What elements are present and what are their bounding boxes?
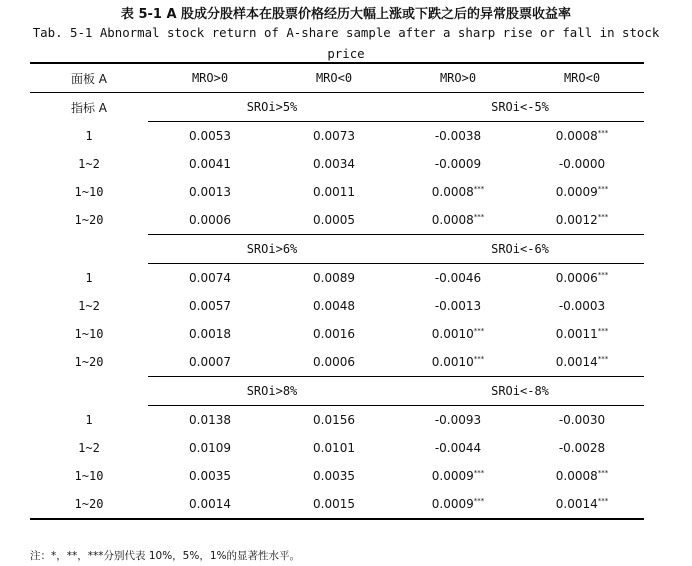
value-text: -0.0013 — [434, 299, 482, 313]
footnote: 注：*，**，***分别代表 10%，5%，1%的显著性水平。 — [30, 550, 300, 562]
value-cell — [148, 434, 272, 462]
period-cell: 1~20 — [74, 355, 104, 370]
value-text: 0.0006 — [313, 355, 355, 369]
period-cell: 1~10 — [74, 185, 104, 199]
section-label-fall: SROi<-8% — [396, 377, 644, 406]
value-cell — [520, 178, 644, 206]
value-text: 0.0057 — [189, 299, 231, 313]
table-row — [30, 490, 644, 519]
significance-mark: *** — [597, 129, 609, 137]
value-text: -0.0093 — [434, 413, 482, 427]
value-cell — [272, 462, 396, 490]
value-cell — [396, 320, 520, 348]
value-text: 0.0015 — [313, 497, 355, 511]
value-text: 0.0012 — [555, 213, 598, 227]
value-text: 0.0074 — [189, 271, 231, 285]
period-cell: 1~20 — [74, 213, 104, 228]
value-text: 0.0010 — [431, 327, 474, 341]
value-cell — [148, 320, 272, 348]
value-cell — [396, 264, 520, 293]
value-cell — [272, 348, 396, 377]
value-text: 0.0053 — [189, 129, 231, 143]
value-cell — [272, 206, 396, 235]
value-cell — [396, 150, 520, 178]
section-label-rise: SROi>8% — [148, 377, 396, 406]
col-header-2: MRO<0 — [272, 63, 396, 93]
value-text: -0.0028 — [558, 441, 606, 455]
value-text: 0.0016 — [313, 327, 355, 341]
period-cell: 1~20 — [30, 490, 148, 519]
significance-mark: *** — [473, 185, 485, 193]
significance-mark: *** — [597, 271, 609, 279]
table-title-english: Tab. 5-1 Abnormal stock return of A-share sample after a sharp rise or fall in stock price — [32, 25, 660, 61]
value-text: 0.0009 — [431, 469, 474, 483]
value-cell — [148, 462, 272, 490]
value-text: 0.0009 — [555, 185, 598, 199]
col-header-4: MRO<0 — [520, 63, 644, 93]
col-header-1: MRO>0 — [148, 63, 272, 93]
section-header-row — [30, 377, 644, 406]
value-text: 0.0013 — [189, 185, 231, 199]
value-text: 0.0011 — [313, 185, 355, 199]
period-cell: 1~2 — [78, 441, 100, 455]
value-text: 0.0006 — [555, 271, 598, 285]
value-text: 0.0014 — [189, 497, 231, 511]
table-row — [30, 320, 644, 348]
value-cell — [396, 490, 520, 519]
value-cell — [520, 434, 644, 462]
significance-mark: *** — [473, 497, 485, 505]
value-cell — [148, 178, 272, 206]
period-cell: 1 — [85, 412, 93, 427]
value-text: 0.0034 — [313, 157, 355, 171]
value-cell — [272, 178, 396, 206]
value-cell — [272, 434, 396, 462]
value-text: -0.0003 — [558, 299, 606, 313]
empty-cell — [30, 377, 148, 406]
value-cell — [272, 292, 396, 320]
value-cell — [272, 150, 396, 178]
value-text: 0.0089 — [313, 271, 355, 285]
panel-label: 面板 A — [30, 63, 148, 93]
value-cell — [520, 206, 644, 235]
value-text: 0.0109 — [189, 441, 231, 455]
value-text: -0.0046 — [434, 271, 482, 285]
value-cell — [148, 490, 272, 519]
table-row — [30, 206, 644, 235]
table-row — [30, 292, 644, 320]
value-cell — [272, 264, 396, 293]
section-label-fall: SROi<-5% — [396, 93, 644, 122]
value-cell — [148, 292, 272, 320]
value-text: 0.0014 — [555, 497, 598, 511]
table-row — [30, 264, 644, 293]
period-cell: 1~10 — [74, 327, 104, 341]
table-row — [30, 178, 644, 206]
significance-mark: *** — [597, 327, 609, 335]
value-cell — [148, 122, 272, 151]
value-cell — [520, 462, 644, 490]
value-text: 0.0005 — [313, 213, 355, 227]
table-row — [30, 462, 644, 490]
value-cell — [396, 292, 520, 320]
value-cell — [396, 206, 520, 235]
table-row — [30, 406, 644, 435]
value-text: -0.0044 — [434, 441, 482, 455]
table-title-chinese: 表 5-1 A 股成分股样本在股票价格经历大幅上涨或下跌之后的异常股票收益率 — [120, 7, 572, 22]
value-cell — [272, 320, 396, 348]
value-cell — [396, 462, 520, 490]
significance-mark: *** — [473, 355, 485, 363]
value-cell — [520, 490, 644, 519]
value-text: -0.0000 — [558, 157, 606, 171]
section-label-fall: SROi<-6% — [396, 235, 644, 264]
indicator-label: 指标 A — [70, 100, 108, 115]
empty-cell — [30, 235, 148, 264]
significance-mark: *** — [473, 469, 485, 477]
value-text: 0.0011 — [555, 327, 598, 341]
value-cell — [520, 292, 644, 320]
value-text: 0.0009 — [431, 497, 474, 511]
value-text: 0.0008 — [431, 185, 474, 199]
significance-mark: *** — [473, 327, 485, 335]
value-text: -0.0038 — [434, 129, 482, 143]
table-row — [30, 434, 644, 462]
table-row — [30, 348, 644, 377]
value-text: 0.0073 — [313, 129, 355, 143]
section-header-row — [30, 93, 644, 122]
value-cell — [396, 348, 520, 377]
value-text: 0.0035 — [189, 469, 231, 483]
col-header-3: MRO>0 — [396, 63, 520, 93]
significance-mark: *** — [473, 213, 485, 221]
period-cell: 1 — [85, 128, 93, 143]
value-text: 0.0018 — [189, 327, 231, 341]
value-cell — [520, 122, 644, 151]
value-cell — [148, 206, 272, 235]
value-cell — [148, 150, 272, 178]
value-text: -0.0009 — [434, 157, 482, 171]
value-text: 0.0008 — [431, 213, 474, 227]
period-cell: 1 — [85, 270, 93, 285]
value-cell — [520, 406, 644, 435]
value-text: 0.0006 — [189, 213, 231, 227]
value-text: -0.0030 — [558, 413, 606, 427]
section-header-row — [30, 235, 644, 264]
value-text: 0.0008 — [555, 469, 598, 483]
value-cell — [520, 348, 644, 377]
value-text: 0.0101 — [313, 441, 355, 455]
table-row — [30, 122, 644, 151]
value-cell — [396, 406, 520, 435]
significance-mark: *** — [597, 185, 609, 193]
significance-mark: *** — [597, 469, 609, 477]
value-cell — [520, 320, 644, 348]
significance-mark: *** — [597, 497, 609, 505]
value-text: 0.0014 — [555, 355, 598, 369]
significance-mark: *** — [597, 213, 609, 221]
period-cell: 1~10 — [74, 469, 104, 483]
section-label-rise: SROi>5% — [148, 93, 396, 122]
value-cell — [396, 434, 520, 462]
period-cell: 1~2 — [78, 157, 100, 171]
table-row — [30, 150, 644, 178]
abnormal-return-table — [30, 62, 644, 520]
value-text: 0.0035 — [313, 469, 355, 483]
value-cell — [272, 490, 396, 519]
section-label-rise: SROi>6% — [148, 235, 396, 264]
value-cell — [520, 264, 644, 293]
significance-mark: *** — [597, 355, 609, 363]
value-text: 0.0156 — [313, 413, 355, 427]
value-cell — [272, 406, 396, 435]
value-cell — [148, 348, 272, 377]
value-cell — [148, 264, 272, 293]
value-text: 0.0048 — [313, 299, 355, 313]
value-text: 0.0010 — [431, 355, 474, 369]
value-cell — [148, 406, 272, 435]
header-row-1 — [30, 63, 644, 93]
value-text: 0.0138 — [189, 413, 231, 427]
value-text: 0.0007 — [189, 355, 231, 369]
value-cell — [520, 150, 644, 178]
value-text: 0.0041 — [189, 157, 231, 171]
value-cell — [396, 122, 520, 151]
value-cell — [272, 122, 396, 151]
period-cell: 1~2 — [78, 299, 100, 313]
value-text: 0.0008 — [555, 129, 598, 143]
value-cell — [396, 178, 520, 206]
